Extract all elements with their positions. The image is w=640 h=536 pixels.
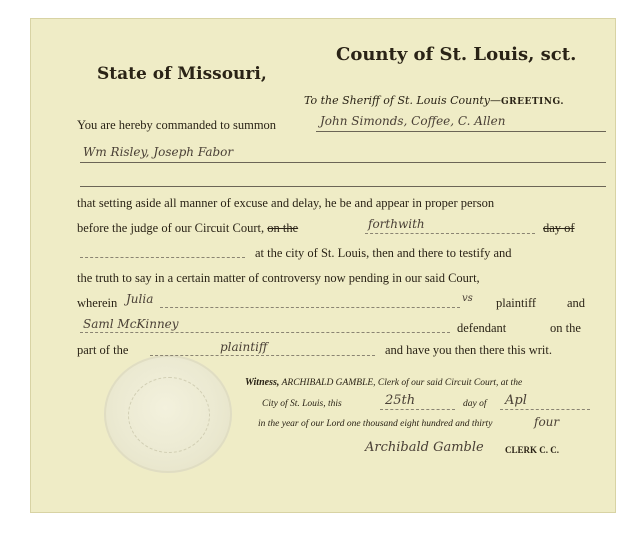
- witness-text-3: in the year of our Lord one thousand eight hundred and thirty: [258, 419, 493, 429]
- plaintiff-label: plaintiff: [496, 296, 537, 310]
- blank-rule: [80, 186, 606, 187]
- summon-rule-2: [80, 162, 606, 163]
- greeting-text: GREETING.: [500, 97, 564, 107]
- controversy-line: the truth to say in a certain matter of controversy now pending in our said Court,: [77, 271, 480, 285]
- blank-rule-2: [80, 257, 245, 258]
- court-seal-emboss: [104, 355, 232, 473]
- summoned-names-2: Wm Risley, Joseph Fabor: [83, 145, 234, 159]
- on-the-label: on the: [550, 321, 581, 335]
- month-rule: [500, 409, 590, 410]
- day-rule: [380, 409, 455, 410]
- closing-line: and have you then there this writ.: [385, 343, 552, 357]
- judge-line: [77, 221, 298, 236]
- year-hand: four: [534, 415, 560, 429]
- summon-rule-1: [316, 131, 606, 132]
- defendant-label: defendant: [457, 321, 507, 335]
- plaintiff-name-hand: Julia: [126, 292, 154, 306]
- forthwith-hand: forthwith: [368, 217, 425, 231]
- party-rule: [150, 355, 375, 356]
- date-rule: [365, 233, 535, 234]
- struck-on-the: on the: [267, 221, 299, 235]
- summoned-names-1: John Simonds, Coffee, C. Allen: [320, 114, 506, 128]
- clerk-title: CLERK C. C.: [505, 445, 560, 455]
- and-label: and: [567, 296, 586, 310]
- clerk-signature: Archibald Gamble: [365, 440, 484, 455]
- vs-hand: vs: [462, 293, 473, 304]
- defendant-name-hand: Saml McKinney: [83, 317, 179, 331]
- sheriff-text: To the Sheriff of St. Louis County—: [304, 94, 501, 107]
- part-of-the-label: part of the: [77, 343, 129, 357]
- day-of-struck: day of: [543, 221, 575, 235]
- plaintiff-rule: [160, 307, 460, 308]
- month-hand: Apl: [505, 393, 527, 408]
- sheriff-line: [304, 94, 564, 107]
- summon-label: You are hereby commanded to summon: [77, 118, 277, 132]
- party-hand: plaintiff: [220, 340, 268, 354]
- county-heading: County of St. Louis, sct.: [336, 44, 577, 65]
- day-hand: 25th: [385, 393, 416, 408]
- state-heading: State of Missouri,: [97, 64, 267, 84]
- witness-text-1: ARCHIBALD GAMBLE, Clerk of our said Circuit Court, at the: [281, 378, 523, 388]
- wherein-label: wherein: [77, 296, 118, 310]
- witness-text-2a: City of St. Louis, this: [262, 399, 342, 409]
- witness-text-2b: day of: [463, 399, 487, 409]
- city-line: at the city of St. Louis, then and there to testify and: [255, 246, 512, 260]
- witness-label: Witness,: [245, 377, 280, 388]
- witness-line-2: [262, 399, 342, 409]
- excuse-line: that setting aside all manner of excuse and delay, he be and appear in proper person: [77, 196, 495, 210]
- judge-text: before the judge of our Circuit Court,: [77, 221, 265, 235]
- defendant-rule: [80, 332, 450, 333]
- witness-line-1: [245, 377, 522, 388]
